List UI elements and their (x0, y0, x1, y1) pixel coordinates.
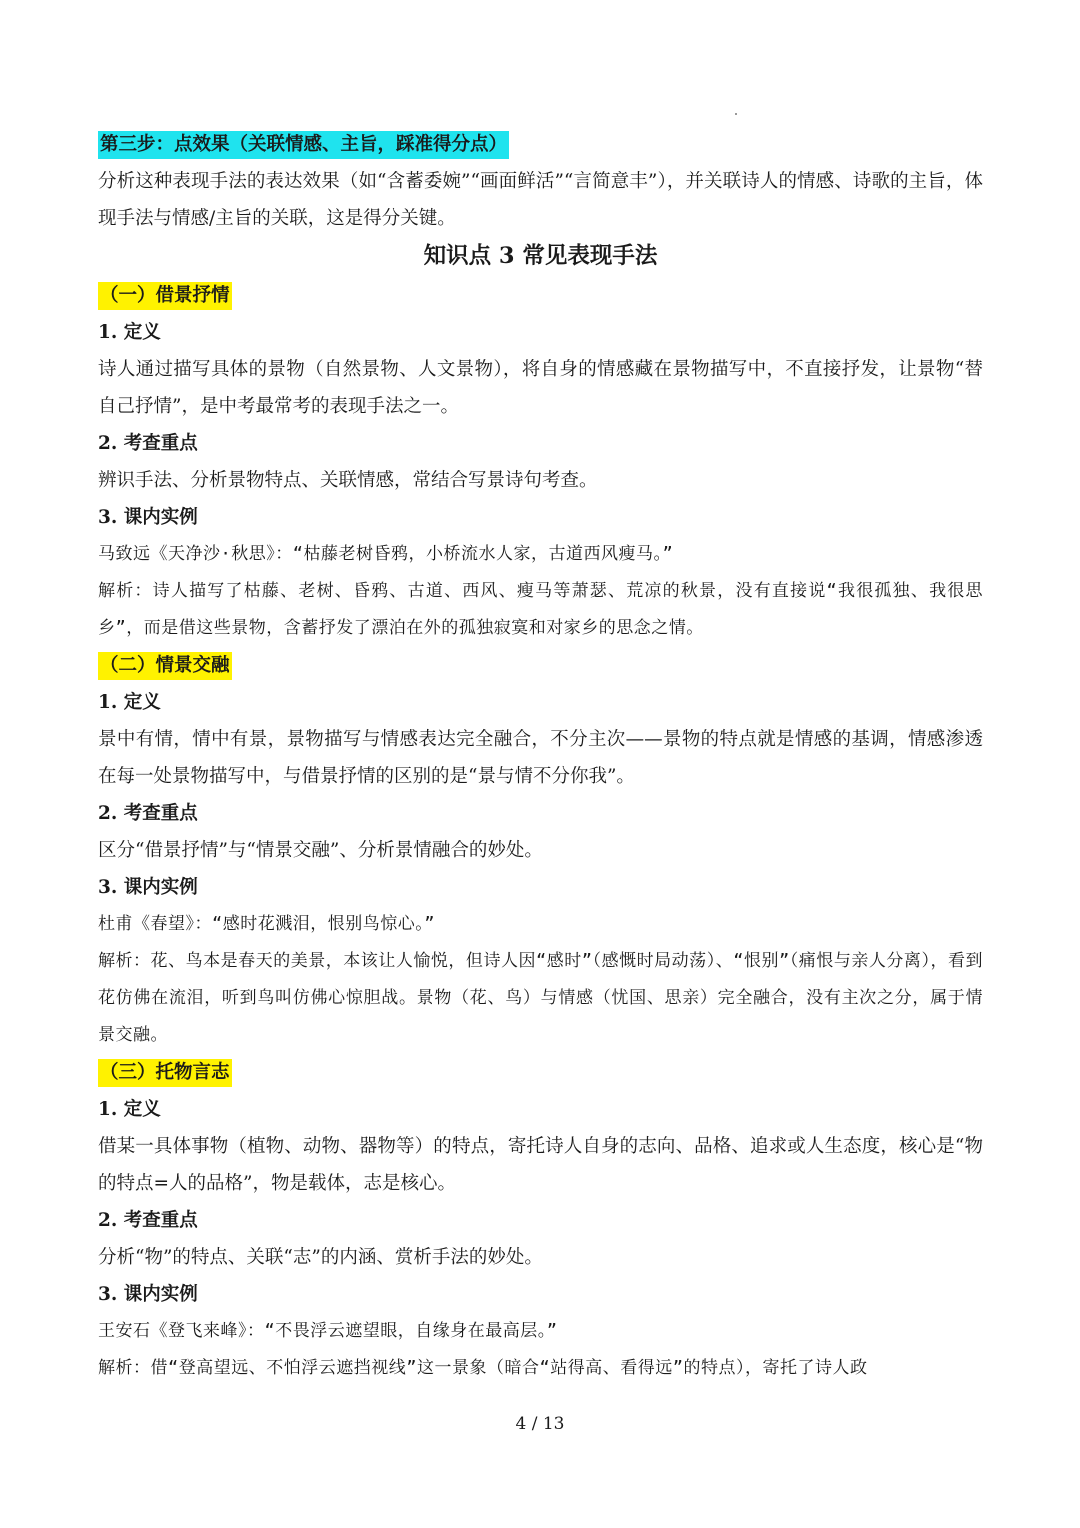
example-heading: 3. 课内实例 (98, 1284, 198, 1305)
section-title: （三）托物言志 (98, 1059, 232, 1087)
analysis-text: 解析：花、鸟本是春天的美景，本该让人愉悦，但诗人因“感时”（感慨时局动荡）、“恨别”（痛恨与亲人分离），看到花仿佛在流泪，听到鸟叫仿佛心惊胆战。景物（花、鸟）与情感（忧国、思亲）完全融合，没有主次之分，属于情景交融。 (98, 951, 983, 1045)
knowledge-point-title: 知识点 3 常见表现手法 (423, 243, 658, 269)
example-heading: 3. 课内实例 (98, 877, 198, 898)
definition-text: 景中有情，情中有景，景物描写与情感表达完全融合，不分主次——景物的特点就是情感的基调，情感渗透在每一处景物描写中，与借景抒情的区别的是“景与情不分你我”。 (98, 729, 983, 787)
section-title-row (98, 647, 983, 684)
analysis-text: 解析：借“登高望远、不怕浮云遮挡视线”这一景象（暗合“站得高、看得远”的特点），寄托了诗人政 (98, 1358, 868, 1378)
example-text: 王安石《登飞来峰》：“不畏浮云遮望眼，自缘身在最高层。” (98, 1321, 558, 1341)
focus-heading: 2. 考查重点 (98, 1210, 198, 1231)
step3-title-row (98, 126, 983, 163)
focus-heading: 2. 考查重点 (98, 803, 198, 824)
section-title: （二）情景交融 (98, 652, 232, 680)
focus-heading: 2. 考查重点 (98, 433, 198, 454)
example-text: 杜甫《春望》：“感时花溅泪，恨别鸟惊心。” (98, 914, 435, 934)
example-heading: 3. 课内实例 (98, 507, 198, 528)
step3-body: 分析这种表现手法的表达效果（如“含蓄委婉”“画面鲜活”“言简意丰”），并关联诗人的情感、诗歌的主旨，体现手法与情感/主旨的关联，这是得分关键。 (98, 171, 983, 229)
definition-text: 借某一具体事物（植物、动物、器物等）的特点，寄托诗人自身的志向、品格、追求或人生态度，核心是“物的特点=人的品格”，物是载体，志是核心。 (98, 1136, 983, 1194)
definition-heading: 1. 定义 (98, 322, 161, 343)
example-text: 马致远《天净沙·秋思》：“枯藤老树昏鸦，小桥流水人家，古道西风瘦马。” (98, 544, 674, 564)
focus-text: 辨识手法、分析景物特点、关联情感，常结合写景诗句考查。 (98, 470, 598, 491)
page-number: 4 / 13 (515, 1414, 565, 1434)
focus-text: 分析“物”的特点、关联“志”的内涵、赏析手法的妙处。 (98, 1247, 543, 1268)
section-title-row (98, 1054, 983, 1091)
focus-text: 区分“借景抒情”与“情景交融”、分析景情融合的妙处。 (98, 840, 543, 861)
page-content (98, 126, 983, 1387)
section-title: （一）借景抒情 (98, 282, 232, 310)
definition-text: 诗人通过描写具体的景物（自然景物、人文景物），将自身的情感藏在景物描写中，不直接抒发，让景物“替自己抒情”，是中考最常考的表现手法之一。 (98, 359, 983, 417)
definition-heading: 1. 定义 (98, 692, 161, 713)
section-title-row (98, 277, 983, 314)
stray-dot (735, 113, 737, 115)
step3-title: 第三步：点效果（关联情感、主旨，踩准得分点） (98, 131, 509, 159)
definition-heading: 1. 定义 (98, 1099, 161, 1120)
analysis-text: 解析：诗人描写了枯藤、老树、昏鸦、古道、西风、瘦马等萧瑟、荒凉的秋景，没有直接说“我很孤独、我很思乡”，而是借这些景物，含蓄抒发了漂泊在外的孤独寂寞和对家乡的思念之情。 (98, 581, 983, 638)
